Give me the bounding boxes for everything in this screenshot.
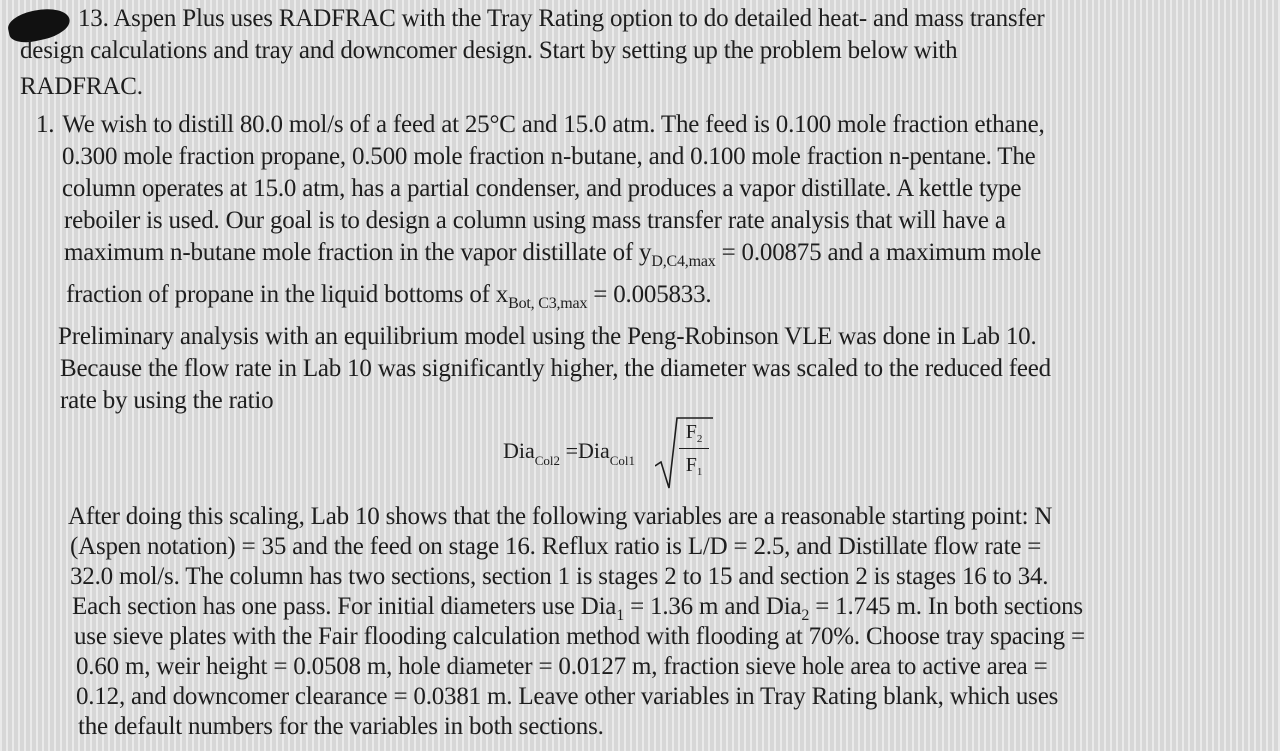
item1-line-3: column operates at 15.0 atm, has a partial condenser, and produces a vapor distillate. A kettle type [62, 175, 1022, 202]
after-line-6: 0.60 m, weir height = 0.0508 m, hole diameter = 0.0127 m, fraction sieve hole area to active area = [76, 653, 1048, 680]
after-line-8: the default numbers for the variables in both sections. [78, 713, 604, 740]
formula-left: Dia$_{Col2}$ =Dia$_{Col1}$ [503, 438, 636, 468]
item1-line-1: 1. We wish to distill 80.0 mol/s of a feed at 25°C and 15.0 atm. The feed is 0.100 mole fraction ethane, [36, 111, 1045, 138]
after-line-4: Each section has one pass. For initial diameters use Dia$_1$ = 1.36 m and Dia$_2$ = 1.745 m. In both sections [72, 593, 1083, 624]
after-line-3: 32.0 mol/s. The column has two sections, section 1 is stages 2 to 15 and section 2 is stages 16 to 34. [70, 563, 1049, 590]
after-line-1: After doing this scaling, Lab 10 shows that the following variables are a reasonable starting point: N [68, 503, 1053, 530]
intro-line-1: 13. Aspen Plus uses RADFRAC with the Tray Rating option to do detailed heat- and mass transfer [78, 5, 1045, 32]
xbot-subscript: Bot, C3,max [508, 295, 588, 312]
item1-line-6: fraction of propane in the liquid bottoms of $x_{Bot, C3,max} = 0.005833$. [66, 281, 712, 312]
item1-line-5: maximum n-butane mole fraction in the vapor distillate of $y_{D,C4,max} = 0.00875$ and a maximum mole [64, 239, 1042, 270]
prelim-line-2: Because the flow rate in Lab 10 was significantly higher, the diameter was scaled to the reduced feed [60, 355, 1051, 382]
intro-line-3: RADFRAC. [20, 73, 143, 100]
prelim-line-3: rate by using the ratio [60, 387, 274, 414]
item1-line-2: 0.300 mole fraction propane, 0.500 mole fraction n-butane, and 0.100 mole fraction n-pentane. The [62, 143, 1036, 170]
after-line-7: 0.12, and downcomer clearance = 0.0381 m. Leave other variables in Tray Rating blank, which uses [76, 683, 1059, 710]
after-line-2: (Aspen notation) = 35 and the feed on stage 16. Reflux ratio is L/D = 2.5, and Distillate flow rate = [70, 533, 1042, 560]
diameter-scaling-formula [503, 412, 723, 492]
prelim-line-1: Preliminary analysis with an equilibrium model using the Peng-Robinson VLE was done in Lab 10. [58, 323, 1037, 350]
item-number: 1. [36, 111, 55, 138]
item1-line-4: reboiler is used. Our goal is to design a column using mass transfer rate analysis that will have a [64, 207, 1006, 234]
intro-line-2: design calculations and tray and downcomer design. Start by setting up the problem below with [20, 37, 958, 64]
after-line-5: use sieve plates with the Fair flooding calculation method with flooding at 70%. Choose tray spacing = [74, 623, 1085, 650]
yd-subscript: D,C4,max [651, 253, 716, 270]
flow-ratio-fraction: $F_2$ $F_1$ [679, 418, 709, 479]
problem-number: 13. [78, 5, 109, 32]
